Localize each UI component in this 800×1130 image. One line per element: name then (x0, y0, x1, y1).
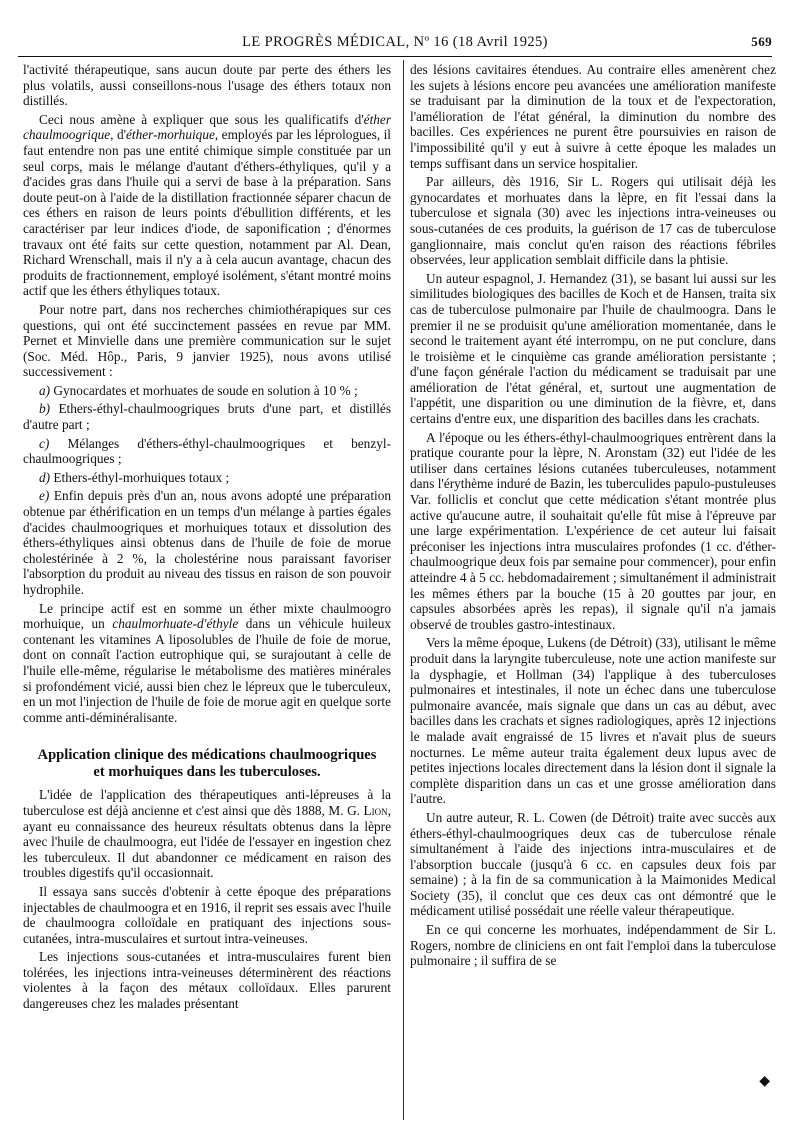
continuation-diamond-icon: ◆ (759, 1074, 770, 1089)
list-marker: e) (39, 488, 50, 504)
running-title: LE PROGRÈS MÉDICAL, Nº 16 (18 Avril 1925) (242, 34, 548, 50)
text-run: , employés par les léprologues, il faut entendre non pas une entité chimique simple constituée par un seul corps, mais le mélange d'autant d'éthers-éthyliques, qu'il y a d'acides gras dans l'huile qui a servi de base à la préparation. Sans doute peut-on à l'aide de la distillation fractionnée séparer chacun de ces éthers en raison de leurs points d'ébullition différents, et les caractériser par leur indices d'iode, de saponification ; d'énormes travaux ont été faits sur cette question, notamment par Al. Dean, Richard Wrenschall, mais il n'y a à cela aucun avantage, chacun des produits de fractionnement, employé isolément, s'étant montré moins actif que les éthers éthyliques totaux. (23, 127, 391, 299)
paragraph: l'activité thérapeutique, sans aucun doute par perte des éthers les plus volatils, aussi conseillons-nous l'usage des éthers totaux non distillés. (23, 62, 391, 109)
paragraph: En ce qui concerne les morhuates, indépendamment de Sir L. Rogers, nombre de cliniciens en ont fait l'emploi dans la tuberculose pulmonaire ; il suffira de se (410, 922, 776, 969)
paragraph: Par ailleurs, dès 1916, Sir L. Rogers qui utilisait déjà les gynocardates et morhuates dans la lèpre, en fit l'essai dans la tuberculose et signala (30) avec les injections intra-veineuses ou sous-cutanées de ces produits, la guérison de 17 cas de tuberculose ganglionnaire, mais conclut qu'en raison des réactions fébriles observées, leur application semblait difficile dans la phtisie. (410, 174, 776, 268)
emphasis: chaulmorhuate-d'éthyle (112, 616, 239, 632)
text-run: , ayant eu connaissance des heureux résultats obtenus dans la lèpre avec l'huile de chaulmoogra, eut l'idée de l'essayer en ingestion chez les tuberculeux. Il dut abandonner ce médicament en raison des troubles digestifs qu'il occasionnait. (23, 802, 391, 881)
running-header (18, 34, 772, 54)
list-marker: b) (39, 401, 51, 417)
paragraph: Les injections sous-cutanées et intra-musculaires furent bien tolérées, les injections intra-veineuses déterminèrent des réactions violentes à la façon des métaux colloïdaux. Elles parurent dangereuses chez les malades présentant (23, 949, 391, 1012)
paragraph: Un auteur espagnol, J. Hernandez (31), se basant lui aussi sur les similitudes biologiques des bacilles de Koch et de Hansen, traita six cas de tuberculose pulmonaire par l'huile de chaulmoogra. Dans le premier il ne se produisit qu'une amélioration momentanée, dans le second le traitement ayant été interrompu, on ne put conclure, dans le troisième et le cinquième cas grande amélioration persistante ; d'une façon générale l'action du médicament se traduisait par une amélioration de l'état général, et, surtout une augmentation de l'appétit, une disparition ou une diminution de la fièvre, et, dans certains d'entre eux, une disparition des bacilles dans les crachats. (410, 270, 776, 427)
page-number: 569 (751, 34, 772, 49)
author-name: Lion (363, 802, 388, 818)
paragraph: A l'époque ou les éthers-éthyl-chaulmoogriques entrèrent dans la pratique courante pour la lèpre, N. Aronstam (32) eut l'idée de les utiliser dans certaines lésions cutanées tuberculeuses, notamment dans l'érythème induré de Bazin, les tuberculides papulo-pustuleuses Var. folliclis et conclut que cette médication s'étant montrée plus active qu'aucune autre, il souhaitait qu'elle fût mise à l'épreuve par une large expérimentation. L'expérience de cet auteur lui faisait préconiser les injections intra musculaires profondes (1 cc. d'éther-chaulmoogrique deux fois par semaine pour commencer), pour enfin atteindre 4 à 5 cc. hebdomadairement ; simultanément il administrait les mêmes éthers par la bouche (15 à 20 gouttes par jour, en capsules absorbées après les repas), il signale qu'il n'a jamais observé de troubles gastro-intestinaux. (410, 429, 776, 632)
list-item (23, 401, 391, 432)
list-item-text: Ethers-éthyl-chaulmoogriques bruts d'une part, et distillés d'autre part ; (23, 401, 391, 433)
paragraph: Un autre auteur, R. L. Cowen (de Détroit) traite avec succès aux éthers-éthyl-chaulmoogriques deux cas de tuberculose rénale simultanément à l'aide des injections intra-musculaires et de l'absorption buccale (jusqu'à 6 cc. en capsules deux fois par semaine) ; à la fin de sa communication à la Maimonides Medical Society (35), il conclut que ces deux cas ont démontré que le médicament utilisé possédait une réelle valeur thérapeutique. (410, 809, 776, 919)
list-item (23, 436, 391, 467)
list-item-text: Gynocardates et morhuates de soude en solution à 10 % ; (53, 382, 358, 398)
header-rule (18, 56, 772, 57)
paragraph: Il essaya sans succès d'obtenir à cette époque des préparations injectables de chaulmoogra et en 1916, il reprit ses essais avec l'huile de chaulmoogra colloïdale en pratiquant des injections sous-cutanées, intra-musculaires et surtout intra-veineuses. (23, 883, 391, 946)
list-item (23, 383, 391, 399)
list-marker: c) (39, 435, 50, 451)
right-column (410, 62, 776, 1122)
paragraph: Pour notre part, dans nos recherches chimiothérapiques sur ces questions, qui ont été succinctement passées en revue par MM. Pernet et Minvielle dans une première communication sur le sujet (Soc. Méd. Hôp., Paris, 9 janvier 1925), nous avons utilisé successivement : (23, 301, 391, 380)
text-run: , d' (110, 127, 127, 143)
section-heading: Application clinique des médications chaulmoogriques et morhuiques dans les tuberculoses. (37, 747, 377, 781)
list-marker: d) (39, 469, 51, 485)
paragraph (23, 112, 391, 299)
column-separator (403, 60, 404, 1120)
paragraph (23, 787, 391, 881)
left-column (23, 62, 391, 1122)
list-item (23, 488, 391, 597)
emphasis: éther chaulmoogrique (23, 111, 391, 143)
list-item (23, 470, 391, 486)
text-run: L'idée de l'application des thérapeutiques anti-lépreuses à la tuberculose est déjà ancienne et c'est ainsi que dès 1888, M. G. (23, 787, 391, 818)
paragraph: des lésions cavitaires étendues. Au contraire elles amenèrent chez les sujets à lésions encore peu avancées une amélioration manifeste se traduisant par la diminution de la toux et de l'expectoration, l'amélioration de l'état général, la diminution du nombre des bacilles. Ces expériences ne purent être poursuivies en raison de l'impossibilité qu'il y eut à suivre à cette époque les malades un temps suffisant dans un service hospitalier. (410, 62, 776, 171)
paragraph: Vers la même époque, Lukens (de Détroit) (33), utilisant le même produit dans la laryngite tuberculeuse, note une action manifeste sur la dysphagie, et Hollman (34) l'applique à des tuberculoses pulmonaires et intestinales, il note un échec dans une tuberculose pulmonaire avancée, mais signale que dans un cas au début, avec bacilles dans les crachats et signes radiologiques, après 12 injections le malade avait engraissé de 15 livres et n'avait plus de sueurs nocturnes. Le même auteur traita également deux lupus avec de petites injections locales directement dans la lésion dont il signale la complète disparition dans un cas et une grosse amélioration dans l'autre. (410, 635, 776, 807)
text-run: Ceci nous amène à expliquer que sous les qualificatifs d' (39, 111, 364, 127)
list-marker: a) (39, 382, 51, 398)
text-run: dans un véhicule huileux contenant les vitamines A liposolubles de l'huile de foie de morue, dont on connaît l'action eutrophique qui, se surajoutant à celle de l'huile elle-même, régularise le métabolisme des matières minérales si profondément vicié, aussi bien chez le lépreux que le tuberculeux, en un mot l'injection de l'huile de foie de morue agit en quelque sorte comme anti-déminéralisante. (23, 616, 391, 725)
text-run: Le principe actif est en somme un éther mixte chaulmoogro morhuique, un (23, 600, 391, 632)
emphasis: éther-morhuique (126, 127, 215, 143)
paragraph (23, 601, 391, 726)
list-item-text: Enfin depuis près d'un an, nous avons adopté une préparation obtenue par éthérification en un temps d'un mélange à parties égales d'acides chaulmoogriques et morhuiques totaux et dissolution des éthers-éthyliques ainsi obtenus dans de l'huile de foie de morue cholestérinée à 2 %, la cholestérine nous paraissant favoriser l'absorption du produit au niveau des tissus en raison de son pouvoir hydrophile. (23, 488, 391, 597)
list-item-text: Mélanges d'éthers-éthyl-chaulmoogriques et benzyl-chaulmoogriques ; (23, 435, 391, 467)
list-item-text: Ethers-éthyl-morhuiques totaux ; (53, 469, 230, 485)
